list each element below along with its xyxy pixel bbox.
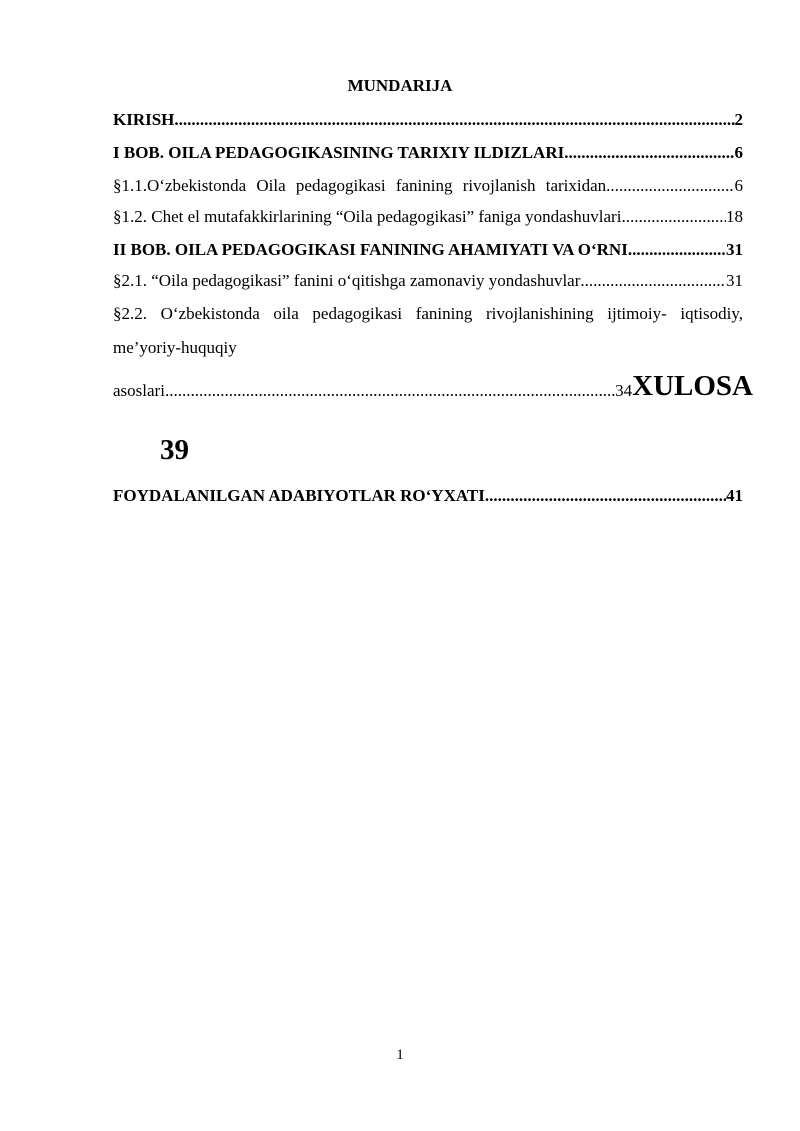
toc-entry-section-1-1 [113,176,743,196]
toc-entry-kirish [113,110,743,130]
toc-entry-text: asoslari [113,381,165,400]
toc-entry-chapter-2 [113,240,743,260]
toc-entry-section-2-2-line-1: §2.2. O‘zbekistonda oila pedagogikasi fanining rivojlanishining ijtimoiy- iqtisodiy, [113,304,743,323]
toc-entry-page: 41 [726,486,743,505]
toc-entry-chapter-1 [113,143,743,163]
toc-entry-section-2-1 [113,271,743,291]
toc-entry-text: FOYDALANILGAN ADABIYOTLAR RO‘YXATI [113,486,485,505]
toc-entry-xulosa-text: XULOSA [632,372,753,401]
toc-entry-page: 6 [734,176,743,195]
toc-entry-page: 31 [726,240,743,259]
toc-entry-text: II BOB. OILA PEDAGOGIKASI FANINING AHAMIYATI VA O‘RNI [113,240,628,259]
toc-entry-xulosa-page: 39 [160,434,189,466]
toc-entry-section-1-2 [113,207,743,227]
toc-entry-page: 18 [726,207,743,226]
toc-entry-text: §1.1.O‘zbekistonda Oila pedagogikasi fanining rivojlanish tarixidan [113,176,607,195]
toc-title: MUNDARIJA [347,76,453,95]
toc-entry-text: KIRISH [113,110,175,129]
toc-entry-page: 2 [734,110,743,129]
toc-entry-page: 31 [726,271,743,290]
toc-entry-section-2-2-line-2: me’yoriy-huquqiy [113,338,237,357]
toc-entry-references [113,486,743,506]
toc-entry-text: I BOB. OILA PEDAGOGIKASINING TARIXIY ILDIZLARI [113,143,565,162]
toc-entry-page: 6 [734,143,743,162]
toc-entry-text: §2.1. “Oila pedagogikasi” fanini o‘qitishga zamonaviy yondashuvlar [113,271,581,290]
page-number: 1 [396,1047,404,1063]
toc-entry-page: 34 [615,381,633,400]
toc-entry-text: §1.2. Chet el mutafakkirlarining “Oila pedagogikasi” faniga yondashuvlari [113,207,622,226]
toc-entry-section-2-2-line-3 [113,372,753,401]
